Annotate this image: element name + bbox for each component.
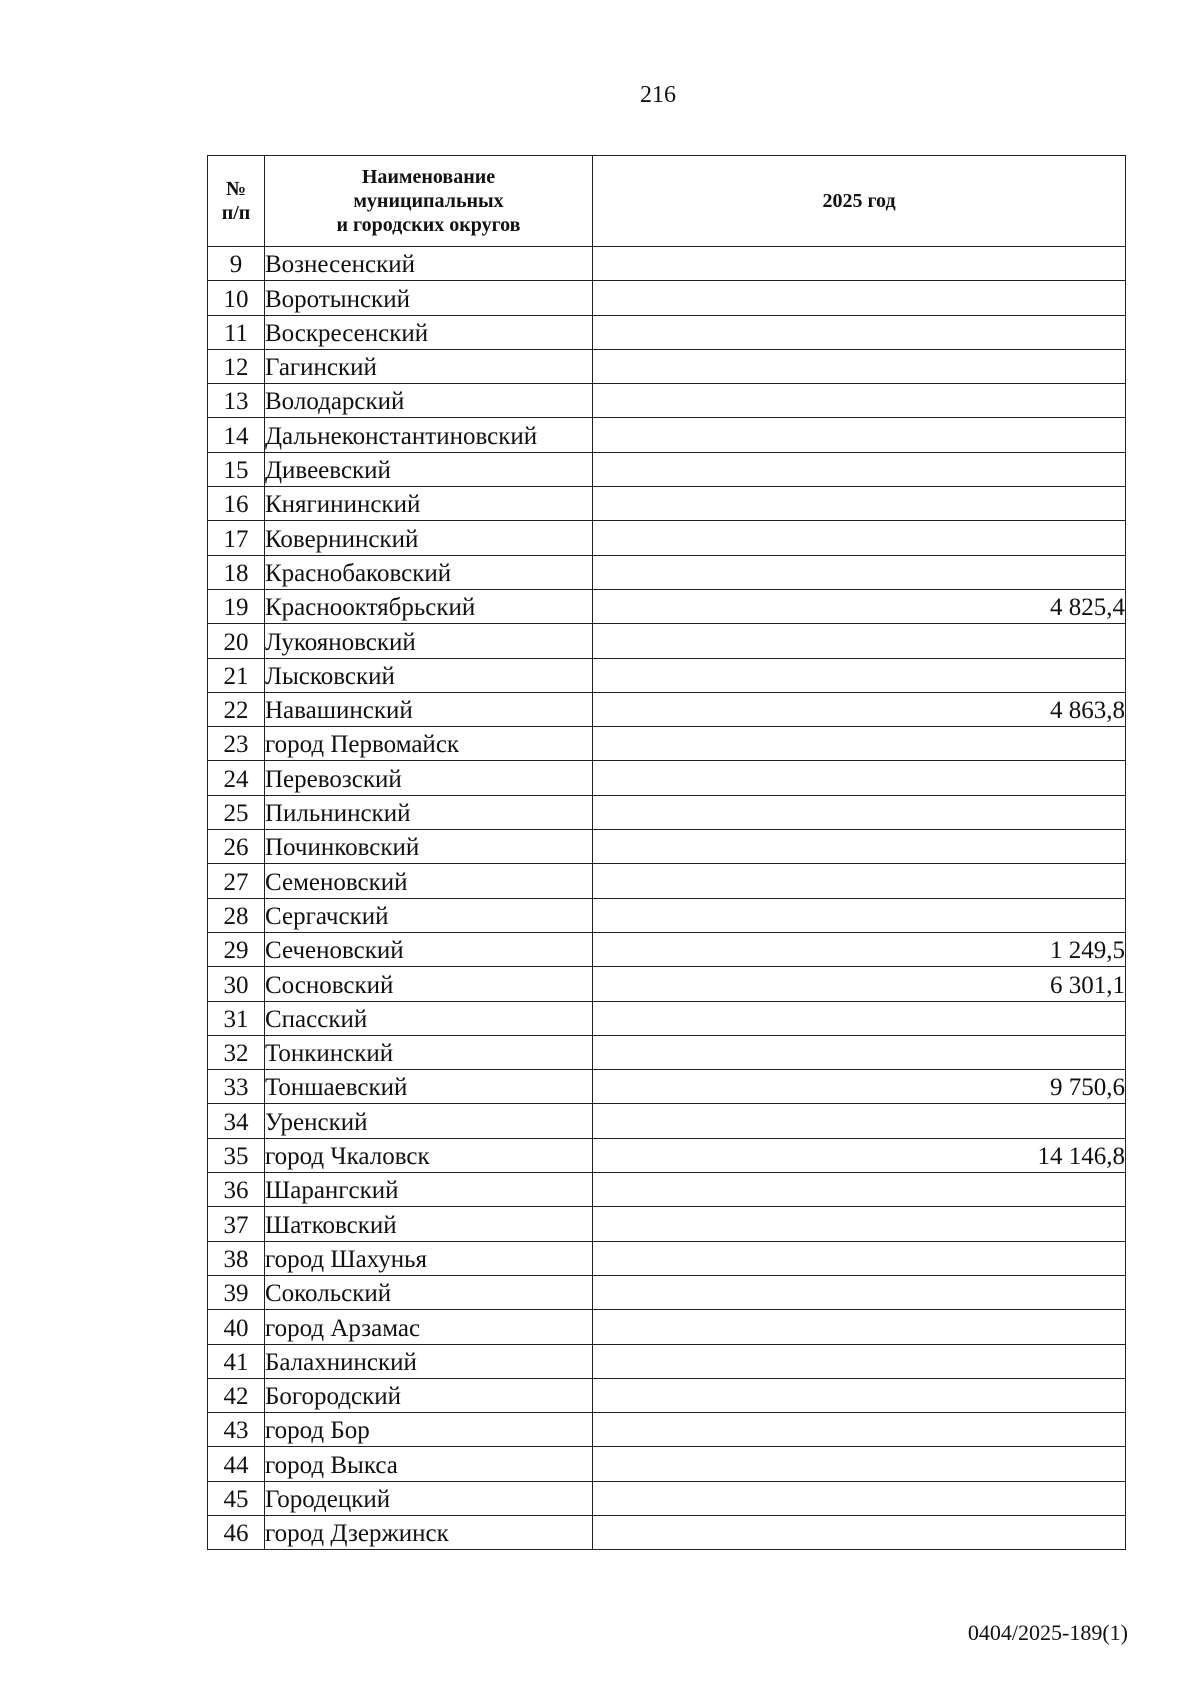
table-row [208, 932, 1126, 966]
municipality-name-cell: Сосновский [265, 967, 593, 1001]
row-number-cell: 11 [208, 315, 265, 349]
municipality-name-cell: Дальнеконстантиновский [265, 418, 593, 452]
municipality-name-cell: город Выкса [265, 1447, 593, 1481]
municipality-name-cell: Ковернинский [265, 521, 593, 555]
municipality-name-cell: Уренский [265, 1104, 593, 1138]
table-row [208, 830, 1126, 864]
row-number-cell: 46 [208, 1515, 265, 1549]
row-number-cell: 26 [208, 830, 265, 864]
header-value: 2025 год [593, 156, 1126, 247]
municipality-name-cell: Краснооктябрьский [265, 589, 593, 623]
value-2025-cell [593, 452, 1126, 486]
table-row [208, 1515, 1126, 1549]
table-row [208, 1070, 1126, 1104]
row-number-cell: 24 [208, 761, 265, 795]
municipality-name-cell: Воскресенский [265, 315, 593, 349]
value-2025-cell [593, 658, 1126, 692]
table-row [208, 247, 1126, 281]
municipality-name-cell: Перевозский [265, 761, 593, 795]
table-header-row [208, 156, 1126, 247]
municipality-name-cell: город Первомайск [265, 727, 593, 761]
municipality-name-cell: Городецкий [265, 1481, 593, 1515]
municipality-name-cell: Дивеевский [265, 452, 593, 486]
municipality-name-cell: Краснобаковский [265, 555, 593, 589]
municipality-name-cell: Вознесенский [265, 247, 593, 281]
value-2025-cell [593, 1447, 1126, 1481]
table-row [208, 315, 1126, 349]
value-2025-cell [593, 864, 1126, 898]
row-number-cell: 31 [208, 1001, 265, 1035]
value-2025-cell [593, 1207, 1126, 1241]
table-row [208, 281, 1126, 315]
page-number: 216 [640, 82, 676, 108]
value-2025-cell [593, 727, 1126, 761]
municipality-name-cell: Володарский [265, 384, 593, 418]
row-number-cell: 37 [208, 1207, 265, 1241]
value-2025-cell: 6 301,1 [593, 967, 1126, 1001]
table-row [208, 1447, 1126, 1481]
value-2025-cell [593, 555, 1126, 589]
table-row [208, 1481, 1126, 1515]
row-number-cell: 30 [208, 967, 265, 1001]
value-2025-cell [593, 1241, 1126, 1275]
table-row [208, 1378, 1126, 1412]
municipality-name-cell: Сеченовский [265, 932, 593, 966]
table-row [208, 761, 1126, 795]
table-row [208, 418, 1126, 452]
value-2025-cell [593, 487, 1126, 521]
municipal-table [207, 155, 1126, 1550]
row-number-cell: 41 [208, 1344, 265, 1378]
value-2025-cell [593, 1275, 1126, 1309]
value-2025-cell: 4 825,4 [593, 589, 1126, 623]
value-2025-cell [593, 281, 1126, 315]
value-2025-cell [593, 1310, 1126, 1344]
table-row [208, 864, 1126, 898]
municipality-name-cell: Починковский [265, 830, 593, 864]
row-number-cell: 28 [208, 898, 265, 932]
table-row [208, 1275, 1126, 1309]
row-number-cell: 20 [208, 624, 265, 658]
table-row [208, 555, 1126, 589]
row-number-cell: 29 [208, 932, 265, 966]
row-number-cell: 14 [208, 418, 265, 452]
value-2025-cell [593, 1104, 1126, 1138]
municipality-name-cell: Тонкинский [265, 1035, 593, 1069]
header-name: Наименование муниципальных и городских округов [265, 156, 593, 247]
value-2025-cell [593, 1173, 1126, 1207]
row-number-cell: 17 [208, 521, 265, 555]
row-number-cell: 16 [208, 487, 265, 521]
row-number-cell: 42 [208, 1378, 265, 1412]
table-row [208, 658, 1126, 692]
value-2025-cell [593, 795, 1126, 829]
municipality-name-cell: Воротынский [265, 281, 593, 315]
municipality-name-cell: город Шахунья [265, 1241, 593, 1275]
municipality-name-cell: Пильнинский [265, 795, 593, 829]
row-number-cell: 38 [208, 1241, 265, 1275]
row-number-cell: 43 [208, 1413, 265, 1447]
value-2025-cell [593, 1481, 1126, 1515]
municipality-name-cell: город Чкаловск [265, 1138, 593, 1172]
value-2025-cell [593, 761, 1126, 795]
municipality-name-cell: Шарангский [265, 1173, 593, 1207]
row-number-cell: 18 [208, 555, 265, 589]
value-2025-cell [593, 1515, 1126, 1549]
row-number-cell: 25 [208, 795, 265, 829]
row-number-cell: 39 [208, 1275, 265, 1309]
value-2025-cell [593, 1001, 1126, 1035]
table-row [208, 1344, 1126, 1378]
row-number-cell: 35 [208, 1138, 265, 1172]
row-number-cell: 10 [208, 281, 265, 315]
value-2025-cell: 1 249,5 [593, 932, 1126, 966]
value-2025-cell [593, 418, 1126, 452]
value-2025-cell: 4 863,8 [593, 692, 1126, 726]
table-row [208, 727, 1126, 761]
table-row [208, 898, 1126, 932]
municipality-name-cell: Балахнинский [265, 1344, 593, 1378]
value-2025-cell [593, 315, 1126, 349]
value-2025-cell [593, 1344, 1126, 1378]
value-2025-cell [593, 898, 1126, 932]
row-number-cell: 23 [208, 727, 265, 761]
table-row [208, 384, 1126, 418]
table-row [208, 1310, 1126, 1344]
table-row [208, 795, 1126, 829]
municipality-name-cell: город Дзержинск [265, 1515, 593, 1549]
row-number-cell: 27 [208, 864, 265, 898]
table-row [208, 452, 1126, 486]
value-2025-cell [593, 624, 1126, 658]
row-number-cell: 19 [208, 589, 265, 623]
row-number-cell: 44 [208, 1447, 265, 1481]
municipality-name-cell: город Бор [265, 1413, 593, 1447]
table-row [208, 1001, 1126, 1035]
table-row [208, 487, 1126, 521]
value-2025-cell [593, 830, 1126, 864]
header-num: № п/п [208, 156, 265, 247]
row-number-cell: 33 [208, 1070, 265, 1104]
value-2025-cell [593, 1378, 1126, 1412]
municipality-name-cell: Гагинский [265, 349, 593, 383]
table-row [208, 967, 1126, 1001]
table-row [208, 1138, 1126, 1172]
value-2025-cell [593, 349, 1126, 383]
row-number-cell: 13 [208, 384, 265, 418]
row-number-cell: 45 [208, 1481, 265, 1515]
table-row [208, 624, 1126, 658]
municipality-name-cell: Семеновский [265, 864, 593, 898]
municipality-name-cell: город Арзамас [265, 1310, 593, 1344]
value-2025-cell: 9 750,6 [593, 1070, 1126, 1104]
table-row [208, 1241, 1126, 1275]
table-row [208, 1413, 1126, 1447]
municipality-name-cell: Лысковский [265, 658, 593, 692]
municipality-name-cell: Сергачский [265, 898, 593, 932]
table-row [208, 1173, 1126, 1207]
value-2025-cell [593, 1413, 1126, 1447]
row-number-cell: 21 [208, 658, 265, 692]
table-body [208, 247, 1126, 1550]
table-row [208, 692, 1126, 726]
table-row [208, 1104, 1126, 1138]
table-row [208, 1035, 1126, 1069]
row-number-cell: 34 [208, 1104, 265, 1138]
value-2025-cell [593, 247, 1126, 281]
value-2025-cell [593, 1035, 1126, 1069]
value-2025-cell [593, 384, 1126, 418]
municipality-name-cell: Лукояновский [265, 624, 593, 658]
municipality-name-cell: Шатковский [265, 1207, 593, 1241]
municipality-name-cell: Сокольский [265, 1275, 593, 1309]
table-row [208, 521, 1126, 555]
municipality-name-cell: Навашинский [265, 692, 593, 726]
row-number-cell: 12 [208, 349, 265, 383]
table-row [208, 349, 1126, 383]
table-row [208, 589, 1126, 623]
row-number-cell: 36 [208, 1173, 265, 1207]
row-number-cell: 9 [208, 247, 265, 281]
row-number-cell: 32 [208, 1035, 265, 1069]
row-number-cell: 40 [208, 1310, 265, 1344]
value-2025-cell: 14 146,8 [593, 1138, 1126, 1172]
municipality-name-cell: Княгининский [265, 487, 593, 521]
value-2025-cell [593, 521, 1126, 555]
municipality-name-cell: Спасский [265, 1001, 593, 1035]
table-row [208, 1207, 1126, 1241]
municipality-name-cell: Тоншаевский [265, 1070, 593, 1104]
row-number-cell: 22 [208, 692, 265, 726]
municipality-name-cell: Богородский [265, 1378, 593, 1412]
document-code: 0404/2025-189(1) [967, 1620, 1128, 1645]
row-number-cell: 15 [208, 452, 265, 486]
